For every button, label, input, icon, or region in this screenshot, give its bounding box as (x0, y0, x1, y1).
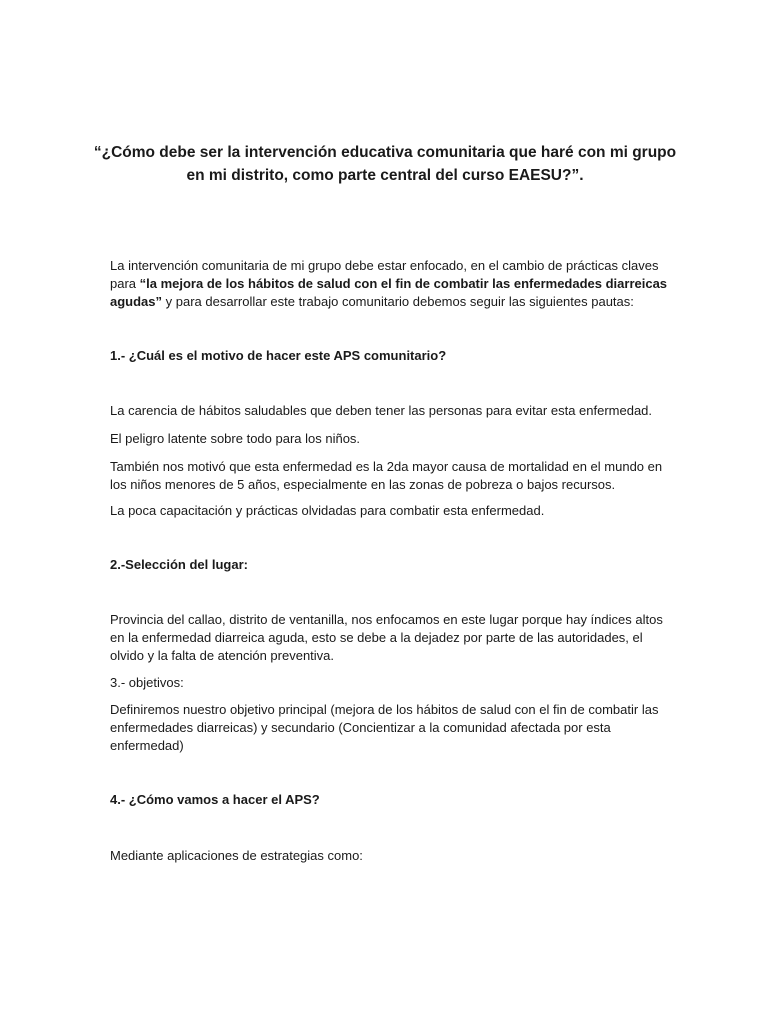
section-1-heading: 1.- ¿Cuál es el motivo de hacer este APS comunitario? (110, 348, 447, 363)
section-1-paragraph-3: También nos motivó que esta enfermedad es la 2da mayor causa de mortalidad en el mundo en los niños menores de 5 años, especialmente en las zonas de pobreza o bajos recursos. (110, 459, 663, 492)
section-1-paragraph-1: La carencia de hábitos saludables que deben tener las personas para evitar esta enfermedad. (110, 403, 653, 418)
section-3-paragraph-1: Definiremos nuestro objetivo principal (mejora de los hábitos de salud con el fin de combatir las enfermedades diarreicas) y secundario (Concientizar a la comunidad afectada por esta enfermedad) (110, 702, 659, 753)
section-2-heading: 2.-Selección del lugar: (110, 557, 248, 572)
intro-bold-text: “la mejora de los hábitos de salud con el fin de combatir las enfermedades diarreicas agudas” (110, 275, 668, 309)
document-title: “¿Cómo debe ser la intervención educativa comunitaria que haré con mi grupo en mi distrito, como parte central del curso EAESU?”. (93, 144, 677, 184)
section-1-paragraph-4: La poca capacitación y prácticas olvidadas para combatir esta enfermedad. (110, 503, 545, 518)
intro-text-2: y para desarrollar este trabajo comunitario debemos seguir las siguientes pautas: (162, 293, 634, 309)
section-3-heading: 3.- objetivos: (110, 675, 184, 690)
section-4-paragraph-1: Mediante aplicaciones de estrategias como: (110, 848, 363, 863)
intro-text-1: La intervención comunitaria de mi grupo debe estar enfocado, en el cambio de prácticas claves para (110, 258, 659, 291)
intro-paragraph (110, 257, 670, 310)
section-1-paragraph-2: El peligro latente sobre todo para los niños. (110, 431, 361, 446)
section-4-heading: 4.- ¿Cómo vamos a hacer el APS? (110, 792, 320, 807)
section-2-paragraph-1: Provincia del callao, distrito de ventanilla, nos enfocamos en este lugar porque hay índices altos en la enfermedad diarreica aguda, esto se debe a la dejadez por parte de las autoridades, el olvido y la falta de atención preventiva. (110, 612, 663, 663)
